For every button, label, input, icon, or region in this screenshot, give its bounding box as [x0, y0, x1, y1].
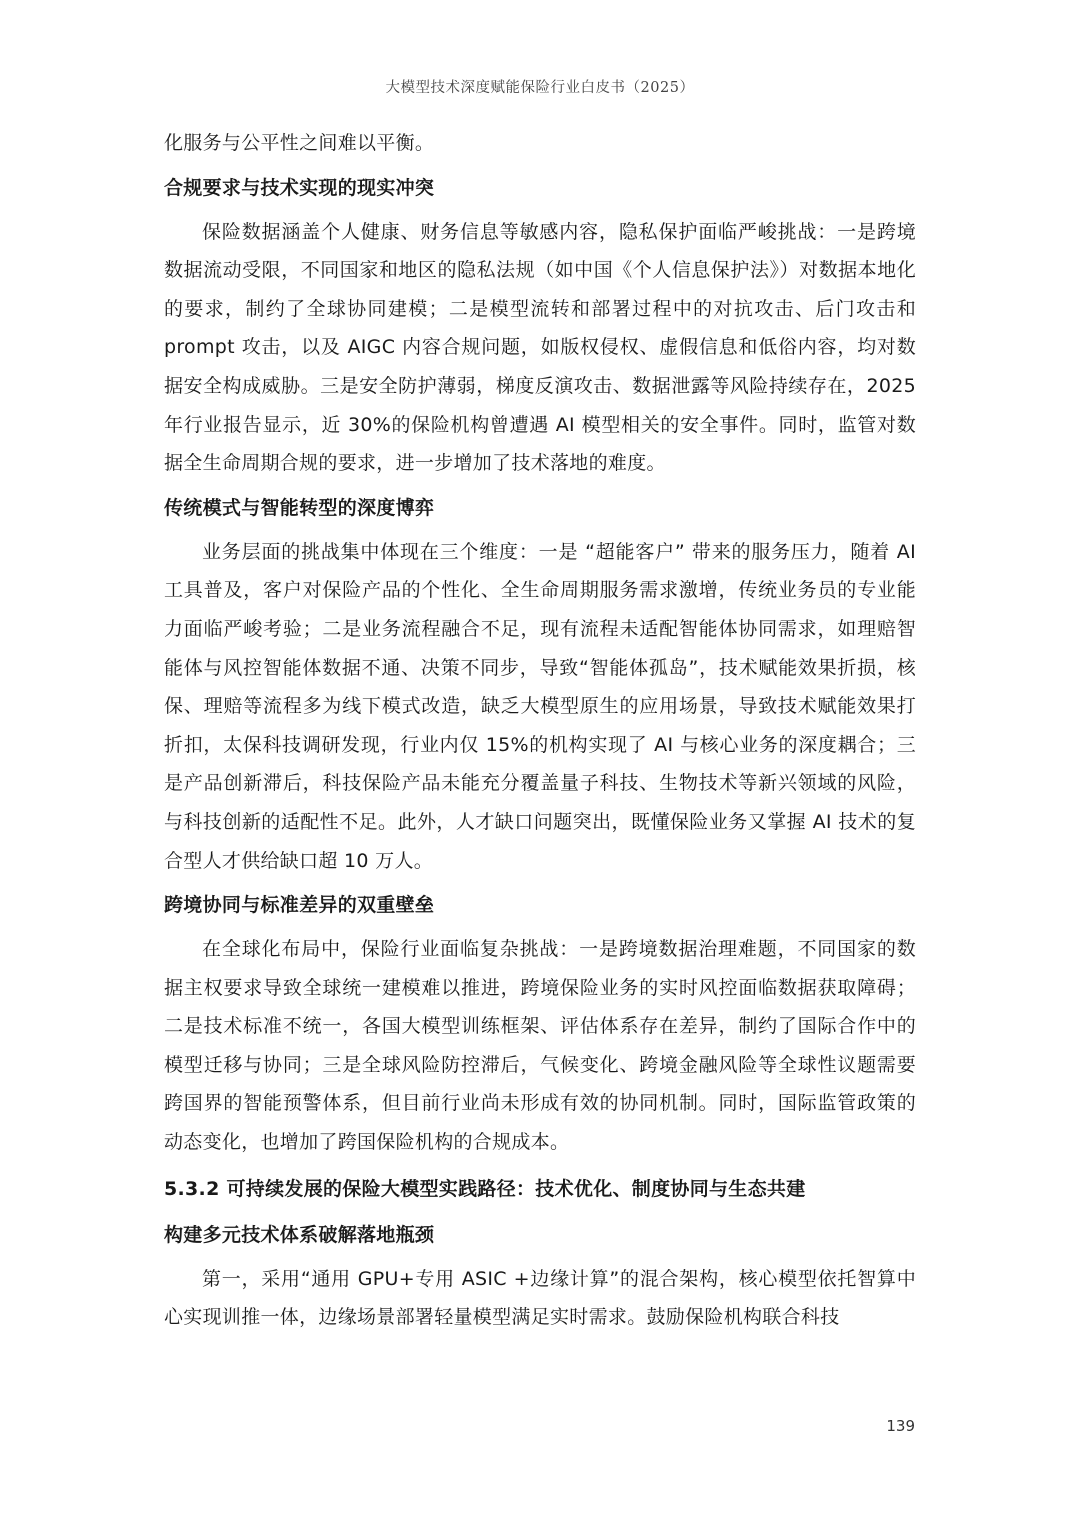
paragraph-cross-border: 在全球化布局中，保险行业面临复杂挑战：一是跨境数据治理难题，不同国家的数据主权要求导致全球统一建模难以推进，跨境保险业务的实时风控面临数据获取障碍；二是技术标准不统一，各国大模型训练框架、评估体系存在差异，制约了国际合作中的模型迁移与协同；三是全球风险防控滞后，气候变化、跨境金融风险等全球性议题需要跨国界的智能预警体系，但目前行业尚未形成有效的协同机制。同时，国际监管政策的动态变化，也增加了跨国保险机构的合规成本。	[164, 938, 916, 1154]
paragraph-tech-system: 第一，采用“通用 GPU+专用 ASIC +边缘计算”的混合架构，核心模型依托智算中心实现训推一体，边缘场景部署轻量模型满足实时需求。鼓励保险机构联合科技	[164, 1267, 916, 1329]
document-body	[164, 124, 916, 1337]
paragraph-compliance: 保险数据涵盖个人健康、财务信息等敏感内容，隐私保护面临严峻挑战：一是跨境数据流动受限，不同国家和地区的隐私法规（如中国《个人信息保护法》）对数据本地化的要求，制约了全球协同建模；二是模型流转和部署过程中的对抗攻击、后门攻击和 prompt 攻击，以及 AIGC 内容合规问题，如版权侵权、虚假信息和低俗内容，均对数据安全构成威胁。三是安全防护薄弱，梯度反演攻击、数据泄露等风险持续存在，2025 年行业报告显示，近 30%的保险机构曾遭遇 AI 模型相关的安全事件。同时，监管对数据全生命周期合规的要求，进一步增加了技术落地的难度。	[164, 220, 916, 475]
running-header: 大模型技术深度赋能保险行业白皮书（2025）	[385, 80, 695, 96]
section-heading-compliance: 合规要求与技术实现的现实冲突	[164, 176, 435, 199]
section-heading-cross-border: 跨境协同与标准差异的双重壁垒	[164, 894, 435, 917]
paragraph-continuation: 化服务与公平性之间难以平衡。	[164, 132, 435, 154]
section-heading-transformation: 传统模式与智能转型的深度博弈	[164, 496, 435, 519]
subsection-heading-5-3-2: 5.3.2 可持续发展的保险大模型实践路径：技术优化、制度协同与生态共建	[164, 1177, 806, 1200]
page-number: 139	[886, 1417, 915, 1435]
section-heading-tech-system: 构建多元技术体系破解落地瓶颈	[164, 1223, 435, 1246]
paragraph-transformation: 业务层面的挑战集中体现在三个维度：一是 “超能客户” 带来的服务压力，随着 AI 工具普及，客户对保险产品的个性化、全生命周期服务需求激增，传统业务员的专业能力面临严峻考验；二是业务流程融合不足，现有流程未适配智能体协同需求，如理赔智能体与风控智能体数据不通、决策不同步，导致“智能体孤岛”，技术赋能效果折损，核保、理赔等流程多为线下模式改造，缺乏大模型原生的应用场景，导致技术赋能效果打折扣，太保科技调研发现，行业内仅 15%的机构实现了 AI 与核心业务的深度耦合；三是产品创新滞后，科技保险产品未能充分覆盖量子科技、生物技术等新兴领域的风险，与科技创新的适配性不足。此外，人才缺口问题突出，既懂保险业务又掌握 AI 技术的复合型人才供给缺口超 10 万人。	[164, 540, 916, 872]
